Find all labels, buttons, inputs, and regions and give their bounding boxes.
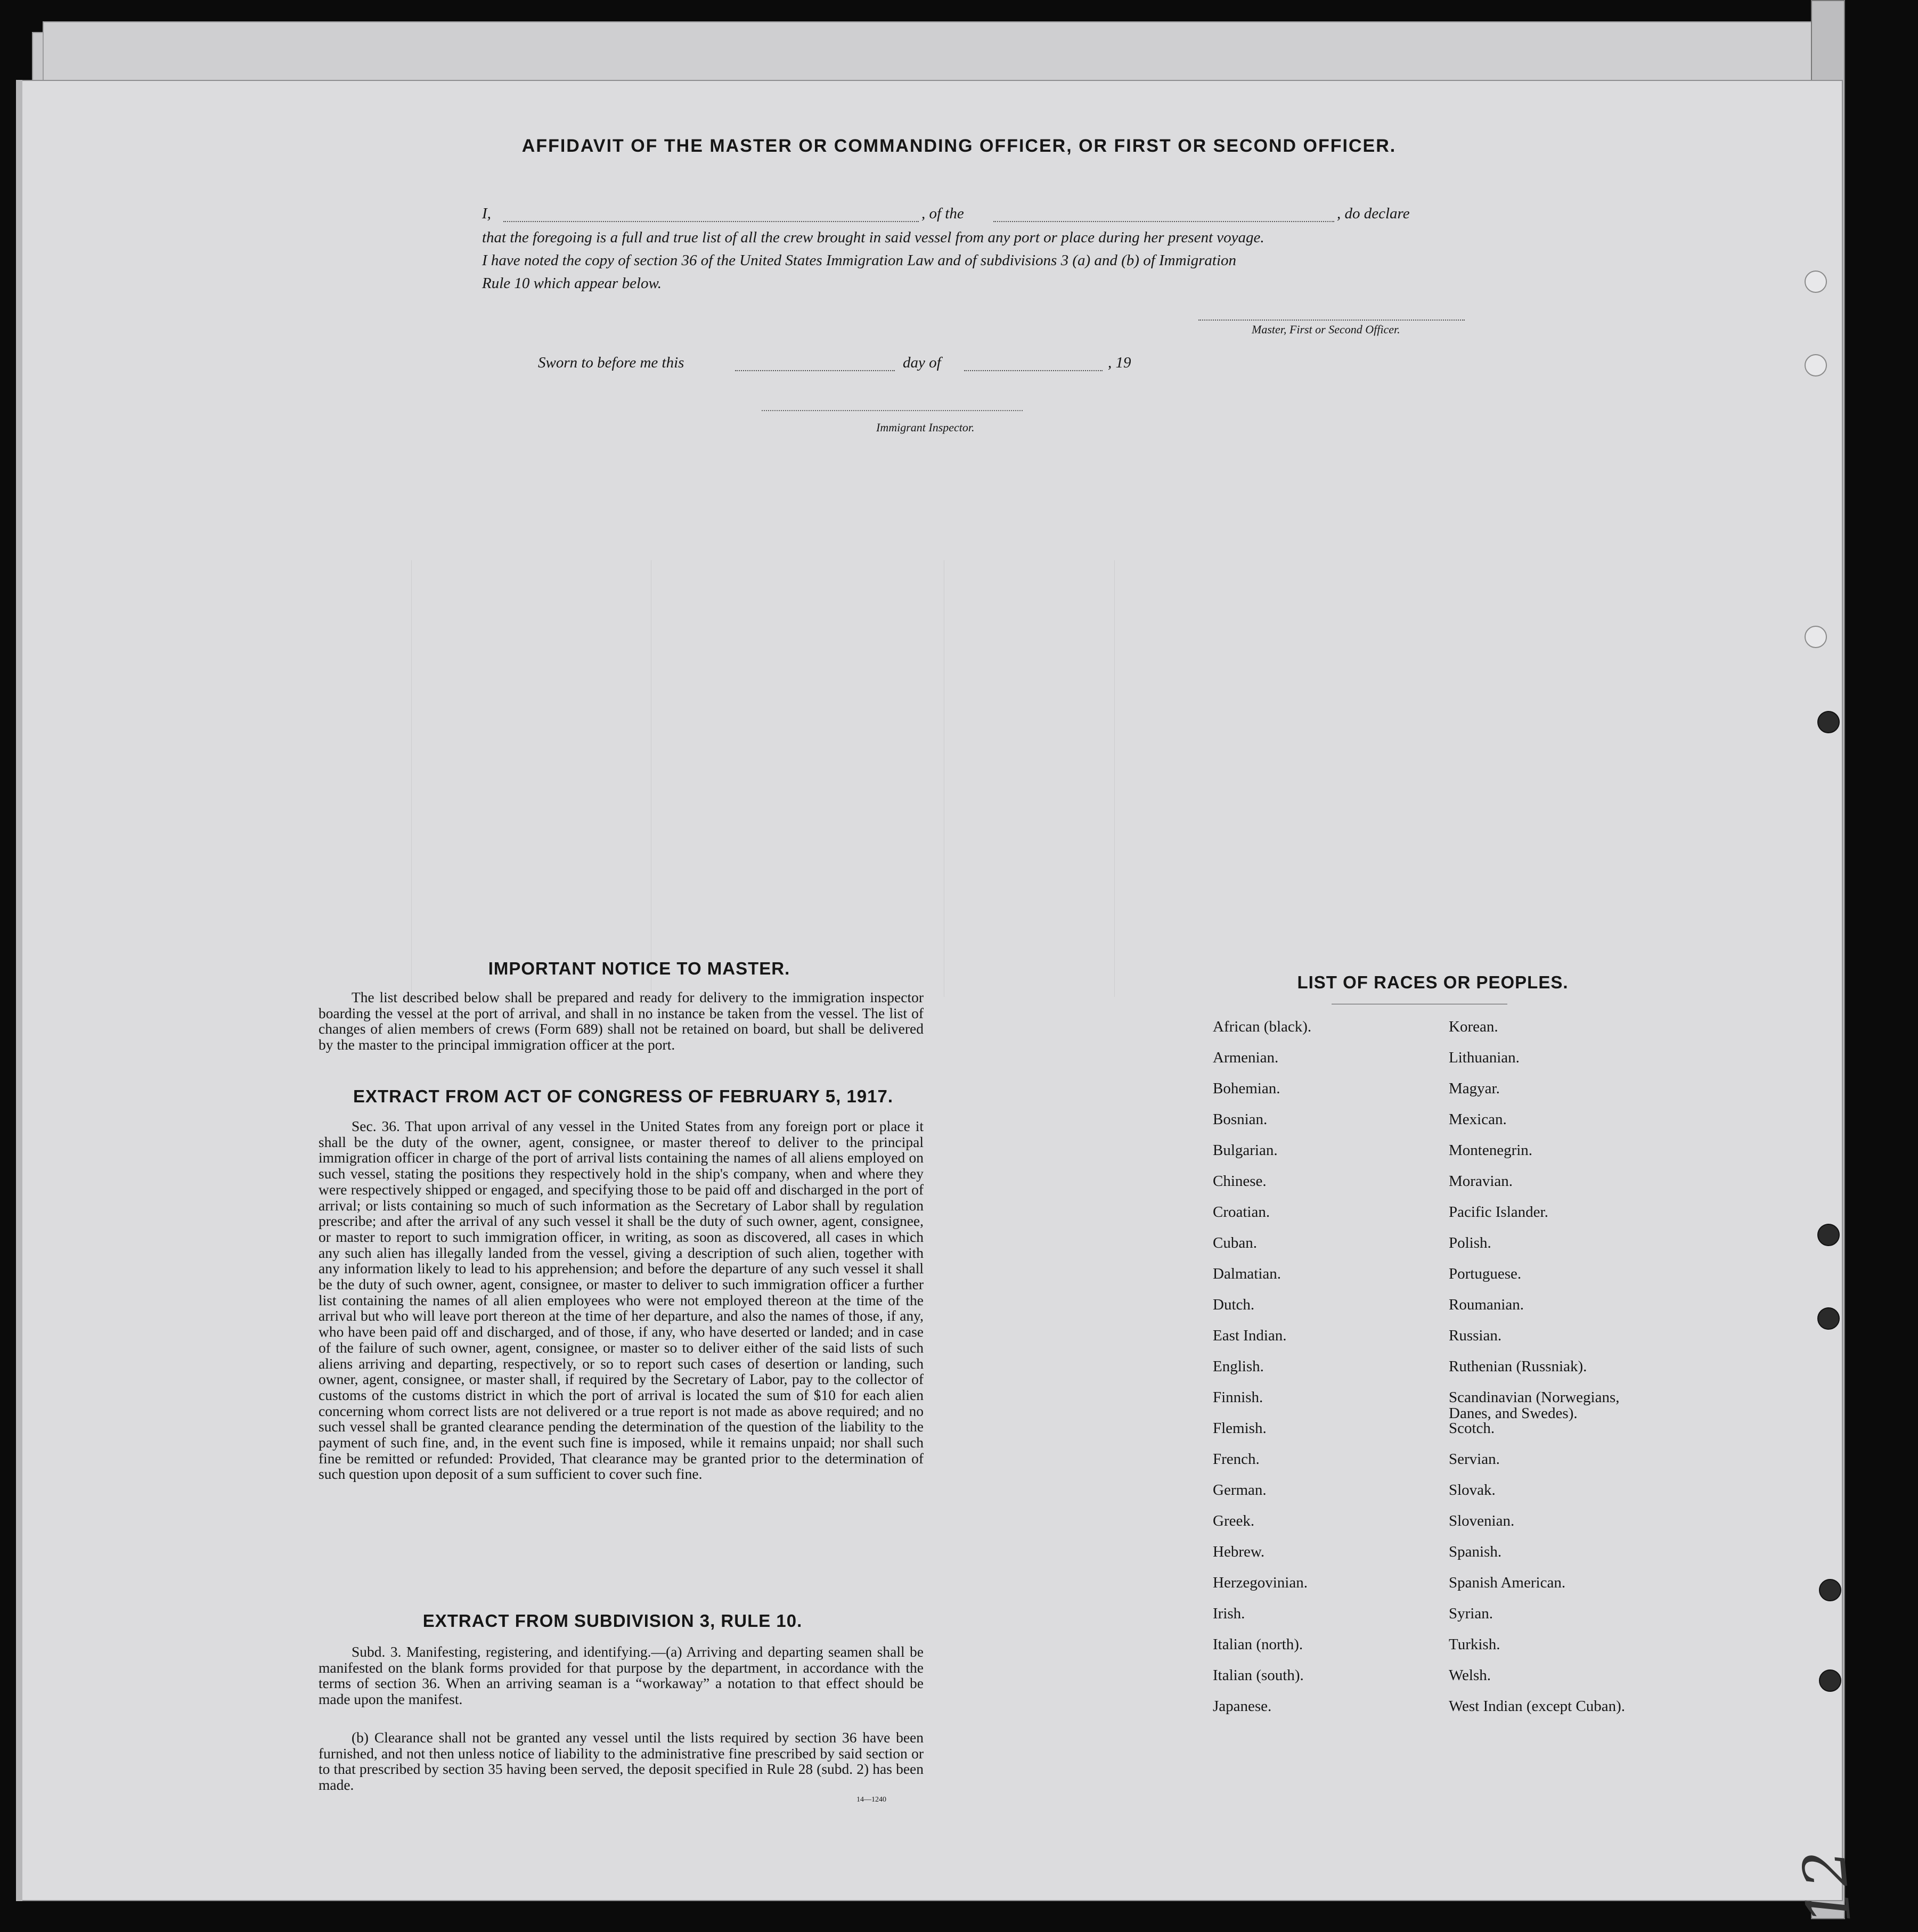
race-item: Japanese. [1213,1698,1272,1715]
race-item: Slovenian. [1449,1512,1515,1529]
declaration-text-1: that the foregoing is a full and true list of all the crew brought in said vessel from any port or place during her present voyage. [482,229,1264,246]
rule-extract-text-b: (b) Clearance shall not be granted any vessel until the lists required by section 36 have been furnished, and not then unless notice of liability to the administrative fine prescribed by said section or to that prescribed by section 35 having been served, the deposit specified in Rule 28 (subd. 2) has been made. [319,1729,924,1794]
inspector-label: Immigrant Inspector. [876,421,975,434]
sworn-text: Sworn to before me this [538,354,684,371]
punch-hole [1817,1307,1840,1330]
race-item: Chinese. [1213,1173,1267,1190]
race-item: Herzegovinian. [1213,1574,1308,1591]
race-item: Ruthenian (Russniak). [1449,1358,1587,1375]
punch-hole [1817,711,1840,733]
race-item: Turkish. [1449,1636,1500,1653]
race-item: Slovak. [1449,1481,1496,1499]
vessel-name-blank[interactable] [993,205,1334,222]
race-item: Magyar. [1449,1080,1500,1097]
race-item: Polish. [1449,1234,1491,1251]
race-item: Welsh. [1449,1667,1491,1684]
race-item: Spanish. [1449,1543,1502,1560]
act-extract-text: Sec. 36. That upon arrival of any vessel in the United States from any foreign port or place it shall be the duty of the owner, agent, consignee, or master thereof to deliver to the principal immigration officer in charge of the port of arrival lists containing the names of all aliens employed on such vessel, stating the positions they respectively hold in the ship's company, when and where they were respectively shipped or engaged, and specifying those to be paid off and discharged in the port of arrival; or lists containing so much of such information as the Secretary of Labor shall by regulation prescribe; and after the arrival of any such vessel it shall be the duty of such owner, agent, consignee, or master to report to such immigration officer, in writing, as soon as discovered, all cases in which any such alien has illegally landed from the vessel, giving a description of such alien, together with any information likely to lead to his apprehension; and before the departure of any such vessel it shall be the duty of such owner, agent, consignee, or master to deliver to such immigration officer a further list containing the names of all alien employees who were not employed thereon at the time of the arrival but who will leave port thereon at the time of her departure, and also the names of those, if any, who have been paid off and discharged, and of those, if any, who have deserted or landed; and in case of the failure of such owner, agent, consignee, or master so to deliver either of the said lists of such aliens arriving and departing, respectively, or so to report such cases of desertion or landing, such owner, agent, consignee, or master shall, if required by the Secretary of Labor, pay to the collector of customs of the customs district in which the port of arrival is located the sum of $10 for each alien concerning whom correct lists are not delivered or a true report is not made as above required; and no such vessel shall be granted clearance pending the determination of the question of the liability to the payment of such fine, and, in the event such fine is imposed, while it remains unpaid; nor shall such fine be remitted or refunded: Provided, That clearance may be granted prior to the determination of such question upon deposit of a sum sufficient to cover such fine. [319,1118,924,1483]
declaration-of-the: , of the [921,205,964,222]
declaration-text-3: Rule 10 which appear below. [482,275,662,292]
race-item: German. [1213,1481,1267,1499]
signature-blank[interactable] [1198,304,1465,321]
race-item: Portuguese. [1449,1265,1522,1282]
declaration-text-2: I have noted the copy of section 36 of the United States Immigration Law and of subdivisions 3 (a) and (b) of Immigration [482,252,1237,269]
race-item: Servian. [1449,1451,1500,1468]
race-item: Italian (north). [1213,1636,1303,1653]
punch-hole [1819,1579,1841,1601]
races-title: LIST OF RACES OR PEOPLES. [1297,972,1569,992]
race-item: Korean. [1449,1018,1498,1035]
race-item: African (black). [1213,1018,1312,1035]
form-number: 14—1240 [856,1796,886,1804]
page-left-edge [16,80,22,1901]
declaration-line [482,205,1483,226]
race-item: East Indian. [1213,1327,1287,1344]
race-item: Pacific Islander. [1449,1204,1548,1221]
month-blank[interactable] [964,354,1103,371]
race-item: Cuban. [1213,1234,1257,1251]
race-item: Bosnian. [1213,1111,1268,1128]
punch-hole [1805,271,1827,293]
race-item: Spanish American. [1449,1574,1566,1591]
day-blank[interactable] [735,354,895,371]
race-item: Italian (south). [1213,1667,1304,1684]
punch-hole [1819,1669,1841,1692]
rule-extract-title: EXTRACT FROM SUBDIVISION 3, RULE 10. [422,1611,803,1631]
race-item: English. [1213,1358,1264,1375]
race-item: Greek. [1213,1512,1255,1529]
race-item: Moravian. [1449,1173,1513,1190]
race-item: Dalmatian. [1213,1265,1282,1282]
race-item: Bohemian. [1213,1080,1280,1097]
race-item: West Indian (except Cuban). [1449,1698,1626,1715]
declaration-do-declare: , do declare [1337,205,1410,222]
race-item: Flemish. [1213,1420,1267,1437]
race-item: Roumanian. [1449,1296,1524,1313]
act-extract-title: EXTRACT FROM ACT OF CONGRESS OF FEBRUARY 5, 1917. [353,1086,894,1106]
punch-hole [1805,626,1827,648]
race-item: Russian. [1449,1327,1502,1344]
race-item: Bulgarian. [1213,1142,1278,1159]
race-item: Syrian. [1449,1605,1493,1622]
punch-hole [1805,354,1827,376]
race-item: Finnish. [1213,1389,1263,1406]
faint-column-rule [411,560,412,997]
rule-extract-text-a: Subd. 3. Manifesting, registering, and identifying.—(a) Arriving and departing seamen shall be manifested on the blank forms provided for that purpose by the department, in accordance with the terms of section 36. When an arriving seaman is a “workaway” a notation to that effect should be made upon the manifest. [319,1643,924,1708]
race-item: French. [1213,1451,1260,1468]
signature-label: Master, First or Second Officer. [1252,323,1400,336]
race-item: Irish. [1213,1605,1245,1622]
race-item: Dutch. [1213,1296,1255,1313]
inspector-signature-blank[interactable] [762,410,1023,411]
notice-title: IMPORTANT NOTICE TO MASTER. [488,959,790,978]
notice-text: The list described below shall be prepared and ready for delivery to the immigration inspector boarding the vessel at the port of arrival, and shall in no instance be taken from the vessel. The list of changes of alien members of crews (Form 689) shall not be retained on board, but shall be delivered by the master to the principal immigration officer at the port. [319,989,924,1053]
page-number-handwritten: 12 [1790,1847,1864,1928]
declaration-i: I, [482,205,491,222]
race-item: Croatian. [1213,1204,1270,1221]
affidavit-title: AFFIDAVIT OF THE MASTER OR COMMANDING OFFICER, OR FIRST OR SECOND OFFICER. [521,136,1397,156]
punch-hole [1817,1224,1840,1246]
race-item: Scotch. [1449,1420,1495,1437]
race-item: Hebrew. [1213,1543,1265,1560]
race-item: Mexican. [1449,1111,1507,1128]
race-item: Scandinavian (Norwegians, Danes, and Swedes). [1449,1389,1620,1422]
race-item: Armenian. [1213,1049,1279,1066]
master-name-blank[interactable] [503,205,919,222]
faint-column-rule [1114,560,1115,997]
day-of-text: day of [903,354,941,371]
year-text: , 19 [1108,354,1131,371]
race-item: Lithuanian. [1449,1049,1520,1066]
race-item: Montenegrin. [1449,1142,1533,1159]
